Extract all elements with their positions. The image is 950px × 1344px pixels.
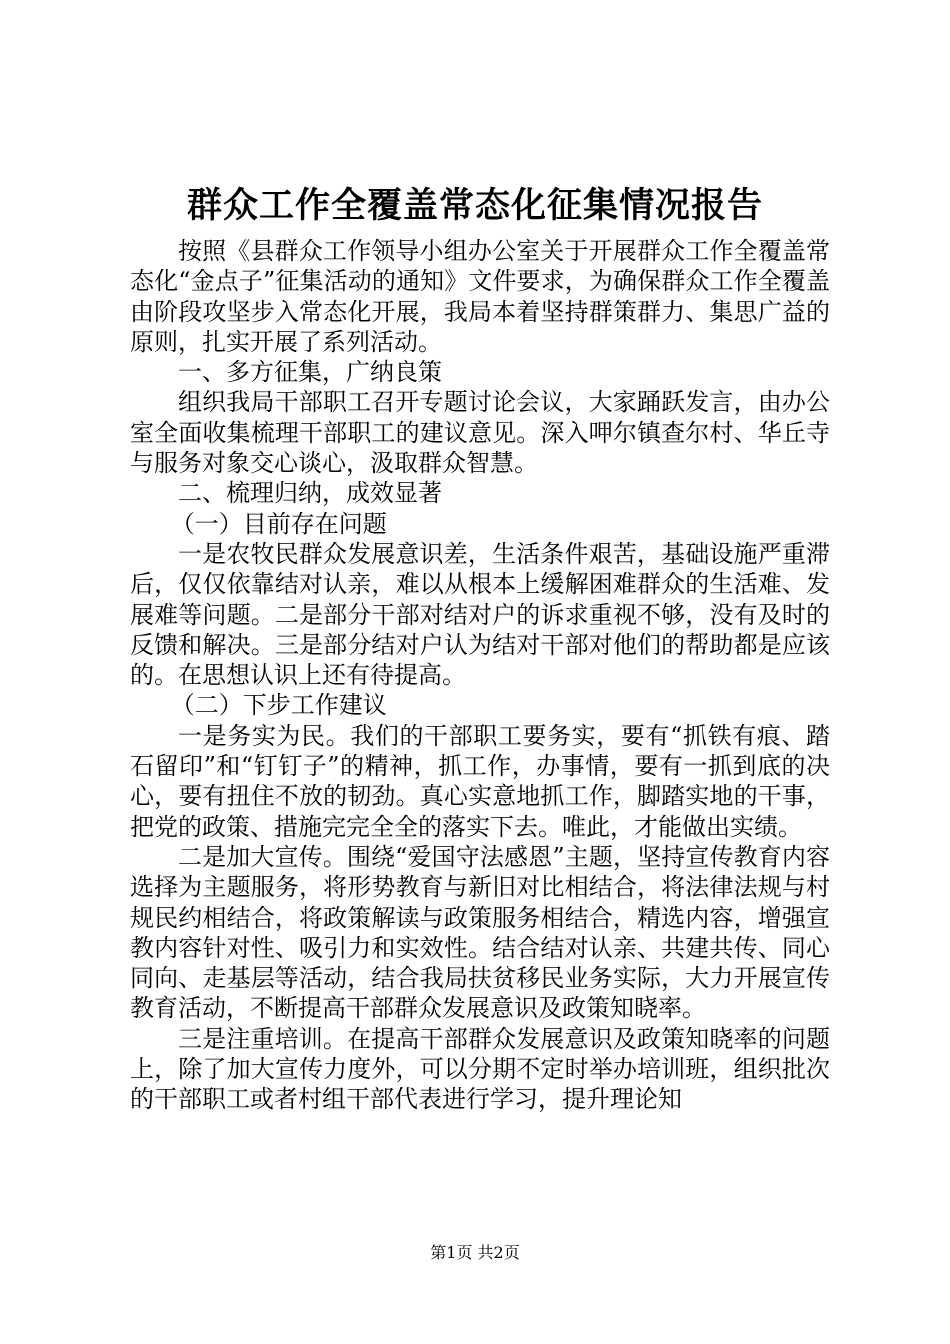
section-heading-2: 二、梳理归纳，成效显著 — [178, 479, 442, 508]
suggestion-2-paragraph: 二是加大宣传。围绕“爱国守法感恩”主题，坚持宣传教育内容选择为主题服务，将形势教育与新旧对比相结合，将法律法规与村规民约相结合，将政策解读与政策服务相结合，精选内容，增强宣教内容针对性、吸引力和实效性。结合结对认亲、共建共传、同心同向、走基层等活动，结合我局扶贫移民业务实际，大力开展宣传教育活动，不断提高干部群众发展意识及政策知晓率。 — [130, 842, 830, 1023]
page-number-footer: 第1页 共2页 — [430, 1243, 520, 1262]
problems-paragraph: 一是农牧民群众发展意识差，生活条件艰苦，基础设施严重滞后，仅仅依靠结对认亲，难以从根本上缓解困难群众的生活难、发展难等问题。二是部分干部对结对户的诉求重视不够，没有及时的反馈和解决。三是部分结对户认为结对干部对他们的帮助都是应该的。在思想认识上还有待提高。 — [130, 539, 830, 690]
subsection-heading-1: （一）目前存在问题 — [170, 509, 387, 538]
document-title: 群众工作全覆盖常态化征集情况报告 — [186, 185, 763, 226]
intro-paragraph: 按照《县群众工作领导小组办公室关于开展群众工作全覆盖常态化“金点子”征集活动的通知》文件要求，为确保群众工作全覆盖由阶段攻坚步入常态化开展，我局本着坚持群策群力、集思广益的原则，扎实开展了系列活动。 — [130, 237, 830, 356]
subsection-heading-2: （二）下步工作建议 — [170, 691, 387, 720]
suggestion-1-paragraph: 一是务实为民。我们的干部职工要务实，要有“抓铁有痕、踏石留印”和“钉钉子”的精神，抓工作，办事情，要有一抓到底的决心，要有扭住不放的韧劲。真心实意地抓工作，脚踏实地的干事，把党的政策、措施完完全全的落实下去。唯此，才能做出实绩。 — [130, 721, 830, 841]
document-body — [130, 236, 830, 1115]
suggestion-3-paragraph: 三是注重培训。在提高干部群众发展意识及政策知晓率的问题上，除了加大宣传力度外，可以分期不定时举办培训班，组织批次的干部职工或者村组干部代表进行学习，提升理论知 — [130, 1024, 830, 1114]
section-heading-1: 一、多方征集，广纳良策 — [178, 358, 442, 387]
section-1-paragraph: 组织我局干部职工召开专题讨论会议，大家踊跃发言，由办公室全面收集梳理干部职工的建议意见。深入呷尔镇查尔村、华丘寺与服务对象交心谈心，汲取群众智慧。 — [130, 388, 830, 478]
